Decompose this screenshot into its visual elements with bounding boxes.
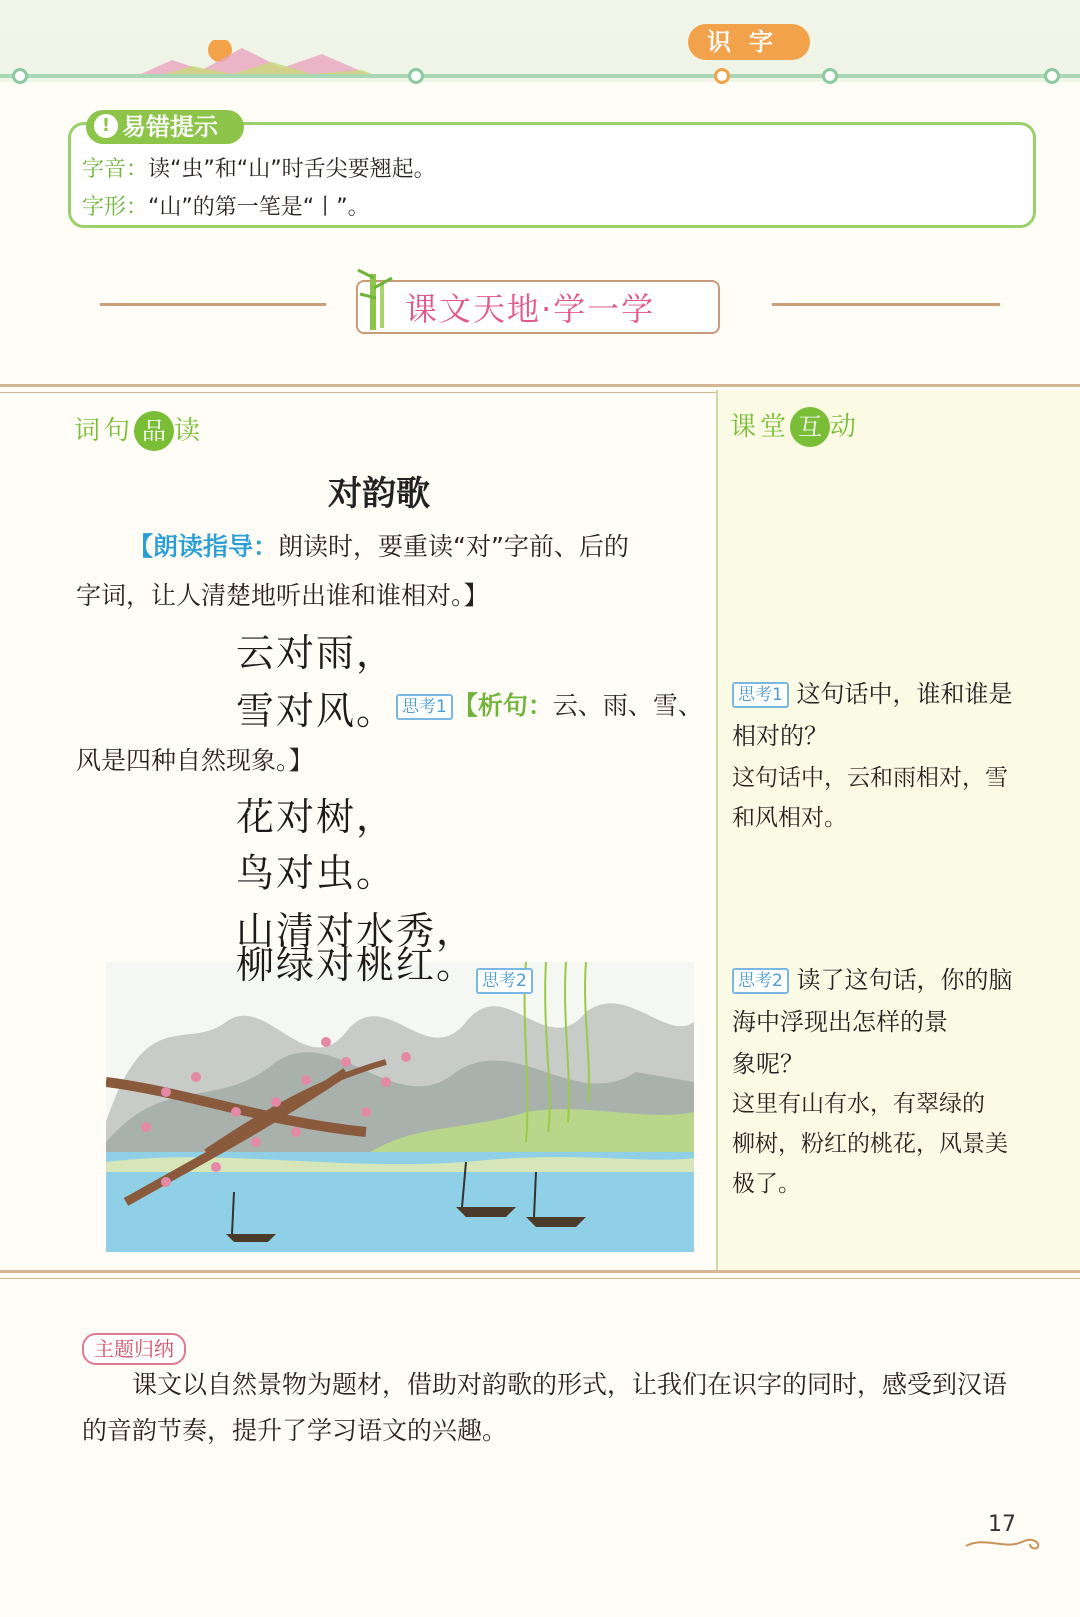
question2-line3: 象呢？ [732, 1050, 804, 1078]
page-number: 17 [988, 1512, 1016, 1537]
analysis-line2: 风是四种自然现象。】 [76, 746, 314, 775]
answer1-line1: 这句话中，云和雨相对，雪 [732, 765, 1008, 791]
header-node [12, 68, 28, 84]
header-node [408, 68, 424, 84]
poem-line: 山清对水秀， [236, 909, 477, 953]
label-part: 读 [174, 416, 205, 446]
bamboo-icon [356, 268, 396, 332]
think2-marker-wrap [476, 968, 533, 994]
label-part: 课堂 [730, 412, 791, 442]
banner-rule-right [772, 303, 1000, 306]
summary-line1: 课文以自然景物为题材，借助对韵歌的形式，让我们在识字的同时，感受到汉语 [132, 1370, 1008, 1399]
label-part: 动 [830, 412, 861, 442]
tip-text: “山”的第一笔是“丨”。 [148, 195, 370, 220]
header-node [1044, 68, 1060, 84]
analysis-key: 【析句： [452, 691, 553, 720]
label-circle: 互 [790, 407, 830, 447]
section-bottom-rule [0, 1270, 1080, 1273]
section-bottom-rule-thin [0, 1278, 1080, 1279]
tip-text: 读“虫”和“山”时舌尖要翘起。 [148, 157, 436, 182]
poem-line: 花对树， [236, 795, 397, 839]
question2-tag[interactable]: 思考2 [732, 968, 789, 994]
guide-text: 朗读时，要重读“对”字前、后的 [278, 532, 629, 561]
tip-shape [82, 190, 370, 221]
section-top-rule [0, 384, 1080, 387]
question2-line1 [732, 960, 1012, 1000]
banner-title: 课文天地·学一学 [405, 290, 656, 328]
label-circle: 品 [134, 411, 174, 451]
word-reading-label [74, 410, 204, 451]
column-divider [716, 390, 718, 1270]
tip-key: 字音： [82, 157, 149, 182]
poem-line: 柳绿对桃红。 [236, 943, 477, 987]
think2-marker[interactable]: 思考2 [476, 968, 533, 994]
answer2-line1: 这里有山有水，有翠绿的 [732, 1091, 985, 1117]
section-tab[interactable]: 识字 [688, 24, 810, 60]
label-part: 词句 [74, 416, 135, 446]
answer2-line3: 极了。 [732, 1171, 801, 1197]
question1-line1 [732, 674, 1012, 714]
analysis-text: 云、雨、雪、 [552, 691, 703, 720]
poem-line: 雪对风。 [236, 689, 397, 733]
banner-rule-left [100, 303, 326, 306]
question2-text: 读了这句话，你的脑 [796, 966, 1013, 994]
landscape-illustration [106, 962, 694, 1252]
header-rule [0, 74, 1080, 78]
error-tips-tag [86, 110, 244, 144]
poem-title: 对韵歌 [328, 474, 430, 514]
tips-tag-label: 易错提示 [122, 113, 218, 141]
theme-summary-tag: 主题归纳 [82, 1333, 186, 1365]
header-node [822, 68, 838, 84]
tip-pronunciation [82, 152, 436, 183]
poem-line: 云对雨， [236, 631, 397, 675]
answer2-line2: 柳树，粉红的桃花，风景美 [732, 1131, 1008, 1157]
question2-line2: 海中浮现出怎样的景 [732, 1008, 948, 1036]
think1-marker[interactable]: 思考1 [396, 694, 453, 720]
poem-line: 鸟对虫。 [236, 851, 397, 895]
reading-guide-line2: 字词，让人清楚地听出谁和谁相对。】 [76, 581, 489, 610]
guide-key: 【朗读指导： [128, 532, 279, 561]
summary-line2: 的音韵节奏，提升了学习语文的兴趣。 [82, 1416, 508, 1445]
scroll-ornament-icon [964, 1532, 1044, 1552]
answer1-line2: 和风相对。 [732, 805, 847, 831]
question1-line2: 相对的？ [732, 722, 828, 750]
class-interaction-label [730, 406, 860, 447]
reading-guide-line1 [128, 527, 629, 563]
analysis-line1 [396, 686, 703, 722]
exclamation-icon: ! [94, 114, 118, 138]
question1-tag[interactable]: 思考1 [732, 682, 789, 708]
header-node-active [714, 68, 730, 84]
tip-key: 字形： [82, 195, 149, 220]
question1-text: 这句话中，谁和谁是 [796, 680, 1013, 708]
